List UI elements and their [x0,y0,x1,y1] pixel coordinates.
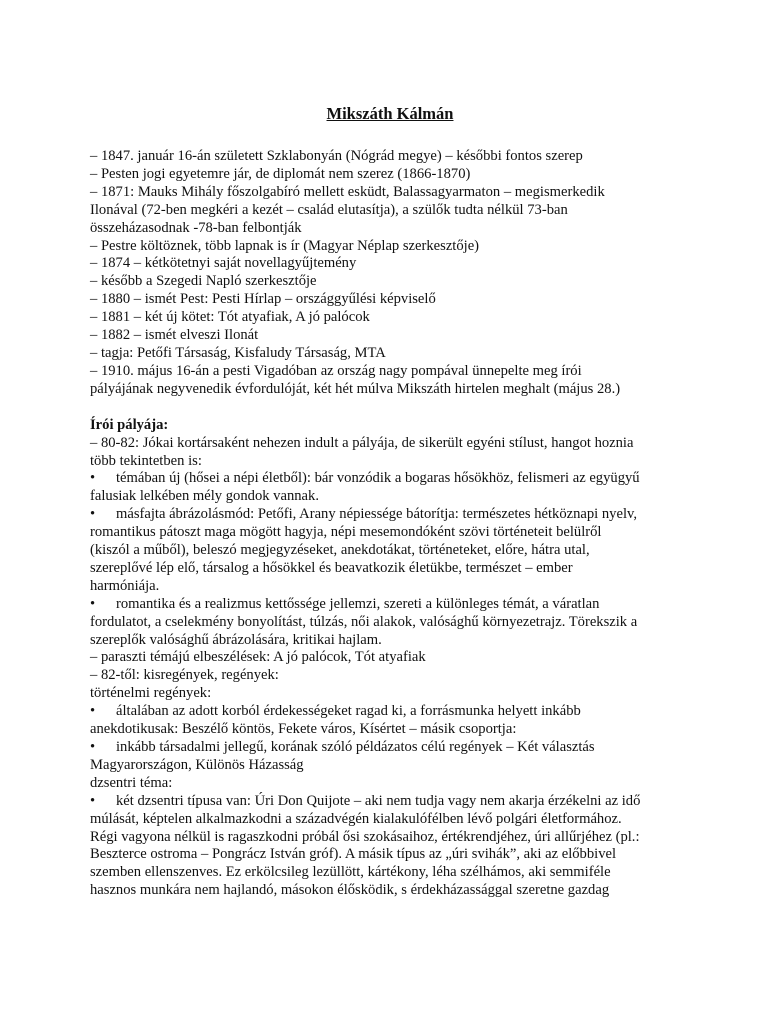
career-line-text: harmóniája. [90,577,160,594]
career-line-text: dzsentri téma: [90,774,173,791]
career-line-text: témában új (hősei a népi életből): bár vonzódik a bogaras hősökhöz, felismeri az együgyű [116,470,640,487]
career-line-text: másfajta ábrázolásmód: Petőfi, Arany népiessége bátorítja: természetes hétköznapi nyelv, [116,506,637,523]
document-page [90,104,690,900]
career-line-text: szereplők valósághű ábrázolására, kritikai hajlam. [90,631,382,648]
career-line-text: Magyarországon, Különös Házasság [90,756,304,773]
bio-line: – 1874 – kétkötetnyi saját novellagyűjtemény [90,255,357,272]
career-line [90,846,690,864]
career-line [90,632,690,650]
career-line [90,757,690,775]
biography-section [90,148,690,399]
bio-line: – később a Szegedi Napló szerkesztője [90,273,317,290]
career-line [90,506,690,524]
bio-line: – tagja: Petőfi Társaság, Kisfaludy Társaság, MTA [90,344,386,361]
bio-line: pályájának negyvenedik évfordulóját, két hét múlva Mikszáth hirtelen meghalt (május 28.) [90,380,621,397]
career-line-text: szereplővé lép elő, társalog a hősökkel és beavatkozik életükbe, természet – ember [90,559,573,576]
career-line [90,524,690,542]
bio-line: – 1882 – ismét elveszi Ilonát [90,327,259,344]
section-spacer [90,399,690,417]
bio-line: Ilonával (72-ben megkéri a kezét – család elutasítja), a szülők tudta nélkül 73-ban [90,201,568,218]
career-line-text: több tekintetben is: [90,452,202,469]
career-line [90,739,690,757]
career-line [90,667,690,685]
career-line-text: általában az adott korból érdekességeket ragad ki, a forrásmunka helyett inkább [116,703,581,720]
bio-line: – 1847. január 16-án született Szklabonyán (Nógrád megye) – későbbi fontos szerep [90,148,583,164]
career-line [90,864,690,882]
career-line-text: fordulatot, a cselekmény bonyolítást, túlzás, női alakok, valósághű környezetrajz. Törekszik a [90,613,638,630]
career-line-text: – 82-től: kisregények, regények: [90,667,279,684]
bio-line: – 1881 – két új kötet: Tót atyafiak, A jó palócok [90,309,370,326]
career-line-text: – paraszti témájú elbeszélések: A jó palócok, Tót atyafiak [90,649,426,666]
career-line-text: inkább társadalmi jellegű, korának szóló példázatos célú regények – Két választás [116,739,595,755]
career-line [90,829,690,847]
career-line-text: múlását, képtelen alkalmazkodni a századvégén kialakulófélben lévő polgári életformához. [90,810,622,827]
career-line-text: Beszterce ostroma – Pongrácz István gróf). A másik típus az „úri svihák”, aki az előbbivel [90,846,617,863]
career-line-text: falusiak lelkében mély gondok vannak. [90,488,319,505]
bullet-marker: • [90,595,96,612]
document-title: Mikszáth Kálmán [326,104,454,123]
career-line [90,560,690,578]
career-line [90,578,690,596]
career-line [90,793,690,811]
career-line-text: szemben ellenszenves. Ez erkölcsileg lezüllött, kártékony, léha szélhámos, aki semmiféle [90,864,611,881]
career-line [90,488,690,506]
bio-line: összeházasodnak -78-ban felbontják [90,219,302,236]
bio-line: – 1880 – ismét Pest: Pesti Hírlap – országgyűlési képviselő [90,291,436,308]
career-line-text: – 80-82: Jókai kortársaként nehezen indult a pályája, de sikerült egyéni stílust, hangot hoznia [90,434,634,451]
career-line [90,470,690,488]
career-line [90,703,690,721]
career-line-text: Régi vagyona nélkül is ragaszkodni próbál ősi szokásaihoz, értékrendjéhez, úri allűrjéhez (pl.: [90,828,640,845]
career-line [90,882,690,900]
career-line-text: romantika és a realizmus kettőssége jellemzi, szereti a különleges témát, a váratlan [116,595,600,612]
career-line [90,614,690,632]
career-line-text: hasznos munkára nem hajlandó, másokon élősködik, s érdekházassággal szeretne gazdag [90,882,610,899]
career-line [90,685,690,703]
bio-line: – Pestre költöznek, több lapnak is ír (Magyar Néplap szerkesztője) [90,237,480,254]
bio-line: – 1910. május 16-án a pesti Vigadóban az ország nagy pompával ünnepelte meg írói [90,362,582,379]
career-line-text: történelmi regények: [90,685,212,702]
career-line [90,435,690,453]
bio-line: – Pesten jogi egyetemre jár, de diplomát nem szerez (1866-1870) [90,165,471,182]
career-line [90,721,690,739]
bullet-marker: • [90,703,96,720]
career-line [90,542,690,560]
bullet-marker: • [90,506,96,523]
career-heading: Írói pályája: [90,416,169,433]
career-line [90,453,690,471]
career-line-text: két dzsentri típusa van: Úri Don Quijote – aki nem tudja vagy nem akarja érzékelni az idő [116,792,641,809]
bullet-marker: • [90,739,96,755]
career-line-text: anekdotikusak: Beszélő köntös, Fekete város, Kísértet – másik csoportja: [90,721,517,738]
career-line [90,775,690,793]
career-section [90,417,690,900]
bullet-marker: • [90,792,96,809]
career-line [90,596,690,614]
career-line [90,811,690,829]
career-line-text: (kiszól a műből), beleszó megjegyzéseket, anekdotákat, történeteket, előre, hátra utal, [90,542,590,559]
career-line [90,649,690,667]
bullet-marker: • [90,470,96,487]
bio-line: – 1871: Mauks Mihály főszolgabíró mellett esküdt, Balassagyarmaton – megismerkedik [90,183,605,200]
career-line-text: romantikus pátoszt maga mögött hagyja, népi mesemondóként szövi történeteit belülről [90,524,602,541]
